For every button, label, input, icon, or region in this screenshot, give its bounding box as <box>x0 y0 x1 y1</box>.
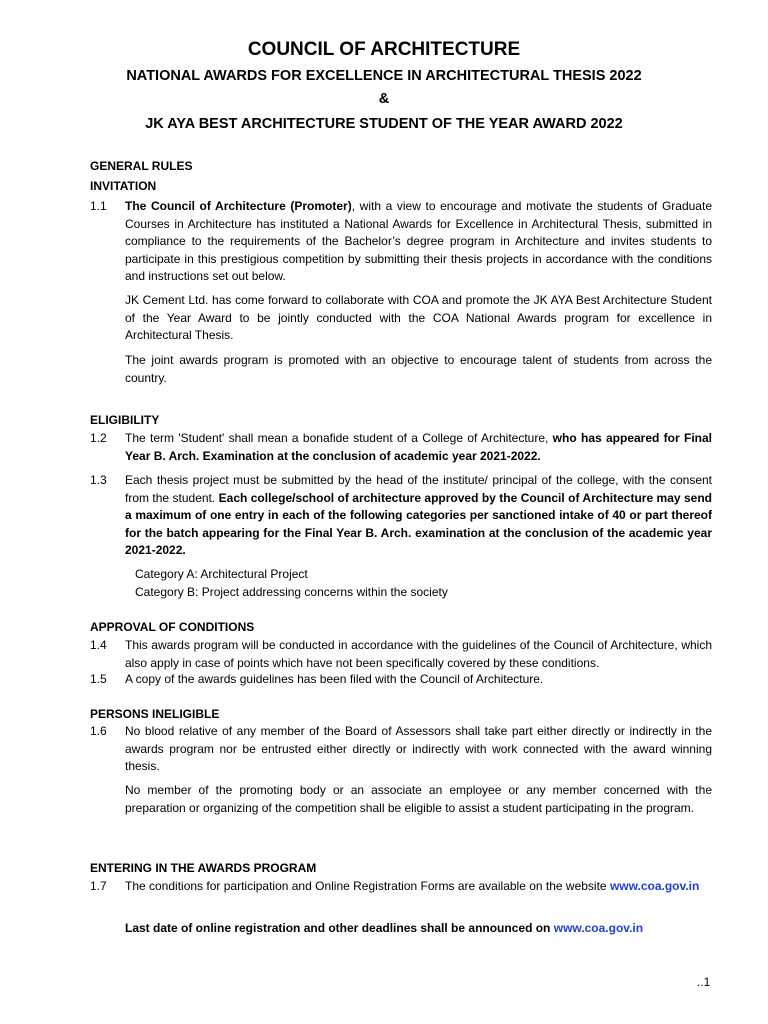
clause-number-1-5: 1.5 <box>90 672 107 686</box>
page-number: ..1 <box>697 975 711 989</box>
clause-1-2 <box>125 430 712 465</box>
general-rules-heading: GENERAL RULES <box>90 159 193 173</box>
ineligible-heading: PERSONS INELIGIBLE <box>90 707 220 721</box>
clause-1-5: A copy of the awards guidelines has been filed with the Council of Architecture. <box>125 672 544 686</box>
clause-1-6: No blood relative of any member of the Board of Assessors shall take part either directly or indirectly in the awards program nor be entrusted either directly or indirectly with work connected with the award winning thesis. <box>125 724 712 773</box>
eligibility-heading: ELIGIBILITY <box>90 413 160 427</box>
clause-1-7 <box>125 878 712 896</box>
clause-1-3 <box>125 472 712 560</box>
clause-number-1-2: 1.2 <box>90 431 107 445</box>
approval-heading: APPROVAL OF CONDITIONS <box>90 620 255 634</box>
entering-heading: ENTERING IN THE AWARDS PROGRAM <box>90 861 317 875</box>
joint-program-paragraph: The joint awards program is promoted with an objective to encourage talent of students from across the country. <box>125 353 712 385</box>
jk-cement-paragraph: JK Cement Ltd. has come forward to collaborate with COA and promote the JK AYA Best Architecture Student of the Year Award to be jointly conducted with the COA National Awards program for excellence in Architectural Thesis. <box>125 293 712 342</box>
clause-1-2-text: The term 'Student' shall mean a bonafide student of a College of Architecture, <box>125 431 553 445</box>
clause-1-2-bold: who has appeared for Final Year B. Arch. Examination at the conclusion of academic year 2021-2022. <box>125 431 712 463</box>
clause-1-1-text: , with a view to encourage and motivate the students of Graduate Courses in Architecture has instituted a National Awards for Excellence in Architectural Thesis, submitted in compliance to the requirements of the Bachelor’s degree program in Architecture and invites students to participate in this prestigious competition by submitting their thesis projects in accordance with the conditions and instructions set out below. <box>125 199 712 283</box>
category-b: Category B: Project addressing concerns within the society <box>135 585 448 599</box>
page-subtitle-jk-aya: JK AYA BEST ARCHITECTURE STUDENT OF THE YEAR AWARD 2022 <box>145 116 623 132</box>
coa-website-link[interactable]: www.coa.gov.in <box>609 879 700 893</box>
clause-number-1-6: 1.6 <box>90 724 107 738</box>
page-subtitle-awards: NATIONAL AWARDS FOR EXCELLENCE IN ARCHITECTURAL THESIS 2022 <box>126 68 642 84</box>
clause-1-3-text: Each thesis project must be submitted by the head of the institute/ principal of the college, with the consent from the student. <box>125 473 712 505</box>
coa-website-link-2[interactable]: www.coa.gov.in <box>553 921 644 935</box>
invitation-heading: INVITATION <box>90 179 157 193</box>
category-a: Category A: Architectural Project <box>135 567 308 581</box>
clause-1-1-bold: The Council of Architecture (Promoter) <box>125 199 352 213</box>
clause-1-1 <box>125 198 712 286</box>
clause-1-3-bold: Each college/school of architecture approved by the Council of Architecture may send a maximum of one entry in each of the following categories per sanctioned intake of 40 or part thereof for the batch appearing for the Final Year B. Arch. examination at the conclusion of the academic year 2021-2022. <box>125 490 712 557</box>
clause-1-7-text: The conditions for participation and Online Registration Forms are available on the website <box>125 879 610 893</box>
clause-number-1-7: 1.7 <box>90 879 107 893</box>
clause-number-1-4: 1.4 <box>90 638 107 652</box>
last-date-text: Last date of online registration and other deadlines shall be announced on <box>125 921 554 935</box>
clause-number-1-1: 1.1 <box>90 199 107 213</box>
promoting-body-paragraph: No member of the promoting body or an associate an employee or any member concerned with the preparation or organizing of the competition shall be eligible to assist a student participating in the program. <box>125 783 712 815</box>
title-ampersand: & <box>378 91 390 107</box>
clause-1-4: This awards program will be conducted in accordance with the guidelines of the Council of Architecture, which also apply in case of points which have not been specifically covered by these conditions. <box>125 638 712 670</box>
clause-number-1-3: 1.3 <box>90 473 107 487</box>
page-title: COUNCIL OF ARCHITECTURE <box>247 39 521 60</box>
last-date-paragraph <box>125 920 712 938</box>
